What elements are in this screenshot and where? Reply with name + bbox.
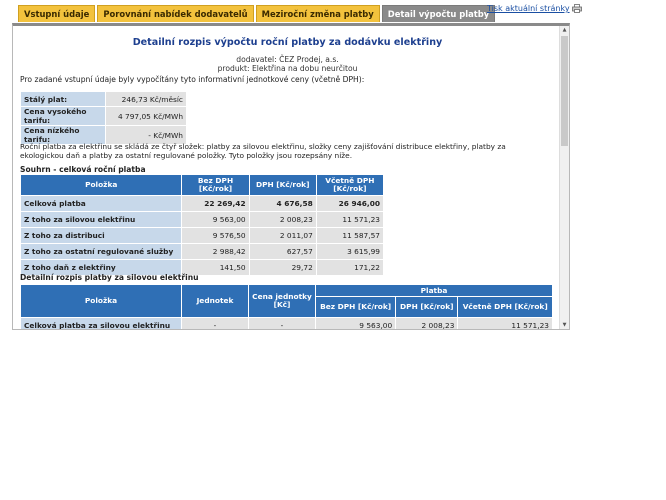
price-value: 4 797,05 Kč/MWh bbox=[106, 107, 187, 126]
table-row bbox=[21, 92, 187, 107]
explanation-paragraph: Roční platba za elektřinu se skládá ze čtyř složek: platby za silovou elektřinu, složky ceny zajišťování distribuce elektřiny, platby za ekologickou daň a platby za ostatní regulované položky. Tyto položky jsou rozepsány níže. bbox=[20, 142, 506, 160]
price-label: Cena vysokého tarifu: bbox=[21, 107, 106, 126]
cell: 9 563,00 bbox=[316, 318, 396, 331]
scroll-up-arrow-icon[interactable]: ▲ bbox=[562, 27, 567, 33]
tab-payment-detail[interactable]: Detail výpočtu platby bbox=[382, 5, 495, 22]
row-label: Z toho za distribuci bbox=[21, 228, 182, 244]
tab-bar bbox=[18, 5, 495, 22]
row-label: Z toho za silovou elektřinu bbox=[21, 212, 182, 228]
summary-section-title: Souhrn - celková roční platba bbox=[20, 165, 146, 174]
column-header: DPH [Kč/rok] bbox=[396, 297, 458, 318]
column-header: Včetně DPH [Kč/rok] bbox=[458, 297, 553, 318]
column-header: Včetně DPH [Kč/rok] bbox=[316, 175, 383, 196]
column-header: Bez DPH [Kč/rok] bbox=[316, 297, 396, 318]
table-header-row bbox=[21, 285, 553, 297]
scroll-thumb[interactable] bbox=[561, 36, 568, 146]
cell: 9 563,00 bbox=[182, 212, 249, 228]
basic-prices-table bbox=[20, 91, 187, 145]
table-row bbox=[21, 212, 384, 228]
row-label: Z toho za ostatní regulované služby bbox=[21, 244, 182, 260]
vertical-scrollbar[interactable] bbox=[559, 26, 569, 329]
row-label: Celková platba za silovou elektřinu bbox=[21, 318, 182, 331]
cell: 4 676,58 bbox=[249, 196, 316, 212]
price-value: - Kč/MWh bbox=[106, 126, 187, 145]
intro-text: Pro zadané vstupní údaje byly vypočítány tyto informativní jednotkové ceny (včetně DPH): bbox=[20, 75, 365, 84]
cell: 2 008,23 bbox=[249, 212, 316, 228]
table-header-row bbox=[21, 175, 384, 196]
table-row bbox=[21, 244, 384, 260]
price-value: 246,73 Kč/měsíc bbox=[106, 92, 187, 107]
cell: 627,57 bbox=[249, 244, 316, 260]
cell: 2 988,42 bbox=[182, 244, 249, 260]
printer-icon[interactable] bbox=[572, 4, 582, 13]
cell: 3 615,99 bbox=[316, 244, 383, 260]
column-header: DPH [Kč/rok] bbox=[249, 175, 316, 196]
table-row bbox=[21, 228, 384, 244]
detail-section-title: Detailní rozpis platby za silovou elektřinu bbox=[20, 273, 199, 282]
cell: 29,72 bbox=[249, 260, 316, 276]
column-header: Platba bbox=[316, 285, 553, 297]
summary-table bbox=[20, 174, 384, 276]
column-header: Položka bbox=[21, 285, 182, 318]
cell: 22 269,42 bbox=[182, 196, 249, 212]
cell: 11 587,57 bbox=[316, 228, 383, 244]
column-header: Cena jednotky [Kč] bbox=[249, 285, 316, 318]
column-header: Jednotek bbox=[182, 285, 249, 318]
tab-yearly-change[interactable]: Meziroční změna platby bbox=[256, 5, 380, 22]
cell: 2 011,07 bbox=[249, 228, 316, 244]
cell: 9 576,50 bbox=[182, 228, 249, 244]
tab-input-data[interactable]: Vstupní údaje bbox=[18, 5, 95, 22]
content-frame bbox=[12, 23, 570, 330]
cell: 2 008,23 bbox=[396, 318, 458, 331]
cell: 141,50 bbox=[182, 260, 249, 276]
cell: 26 946,00 bbox=[316, 196, 383, 212]
row-label: Z toho daň z elektřiny bbox=[21, 260, 182, 276]
column-header: Položka bbox=[21, 175, 182, 196]
page-title: Detailní rozpis výpočtu roční platby za dodávku elektřiny bbox=[132, 37, 443, 48]
detail-table bbox=[20, 284, 553, 330]
price-label: Cena nízkého tarifu: bbox=[21, 126, 106, 145]
row-label: Celková platba bbox=[21, 196, 182, 212]
print-link-label[interactable]: Tisk aktuální stránky bbox=[487, 4, 570, 13]
table-row bbox=[21, 107, 187, 126]
tab-compare-offers[interactable]: Porovnání nabídek dodavatelů bbox=[97, 5, 253, 22]
cell: 171,22 bbox=[316, 260, 383, 276]
table-row bbox=[21, 196, 384, 212]
cell: - bbox=[249, 318, 316, 331]
cell: 11 571,23 bbox=[316, 212, 383, 228]
print-link[interactable] bbox=[487, 4, 582, 13]
scroll-down-arrow-icon[interactable]: ▼ bbox=[562, 322, 567, 328]
column-header: Bez DPH [Kč/rok] bbox=[182, 175, 249, 196]
cell: - bbox=[182, 318, 249, 331]
product-line: produkt: Elektřina na dobu neurčitou bbox=[217, 64, 358, 73]
price-label: Stálý plat: bbox=[21, 92, 106, 107]
table-row bbox=[21, 318, 553, 331]
cell: 11 571,23 bbox=[458, 318, 553, 331]
supplier-line: dodavatel: ČEZ Prodej, a.s. bbox=[236, 55, 339, 64]
